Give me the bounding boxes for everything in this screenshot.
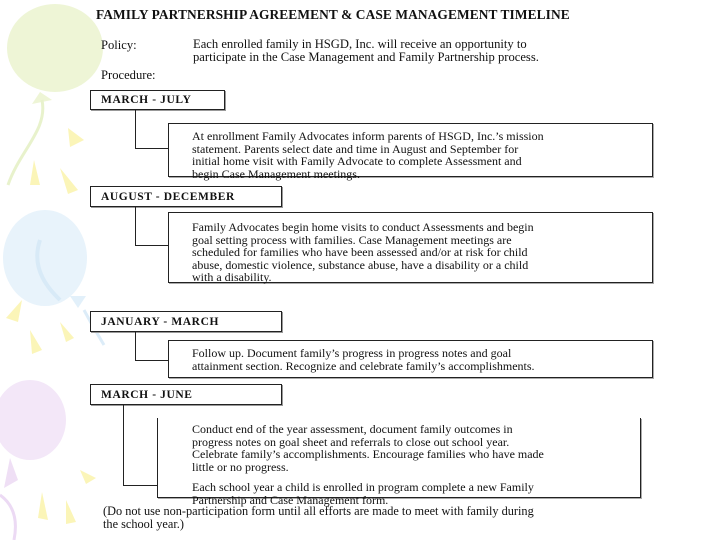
footnote-line: (Do not use non-participation form until all efforts are made to meet with family during	[103, 504, 534, 518]
description-box-march-june	[157, 418, 641, 507]
policy-label: Policy:	[101, 38, 137, 52]
period-label: AUGUST - DECEMBER	[101, 190, 235, 203]
period-box-march-july	[90, 90, 225, 110]
connector-horizontal	[123, 485, 158, 486]
description-line: abuse, domestic violence, substance abuse, have a disability or a child	[192, 257, 529, 272]
description-box-march-july	[168, 123, 653, 181]
description-line: statement. Parents select date and time in August and September for	[192, 141, 519, 156]
connector-horizontal	[135, 148, 168, 149]
description-line: At enrollment Family Advocates inform parents of HSGD, Inc.’s mission	[192, 129, 544, 143]
period-box-august-december	[90, 186, 282, 207]
description-line: attainment section. Recognize and celebrate family’s accomplishments.	[192, 358, 535, 373]
period-label: MARCH - JULY	[101, 94, 192, 106]
description-box-august-december	[168, 212, 653, 283]
connector-vertical	[135, 207, 136, 245]
description-line: Follow up. Document family’s progress in progress notes and goal	[192, 346, 512, 360]
policy-text	[193, 38, 539, 64]
description-line: begin Case Management meetings.	[192, 166, 360, 181]
description-box-january-march	[168, 340, 653, 378]
description-paragraph	[192, 423, 640, 473]
policy-line: Each enrolled family in HSGD, Inc. will receive an opportunity to	[193, 37, 527, 51]
description-line: Celebrate family’s accomplishments. Encourage families who have made	[192, 447, 544, 462]
description-line: progress notes on goal sheet and referrals to close out school year.	[192, 434, 510, 449]
description-line: initial home visit with Family Advocate to complete Assessment and	[192, 154, 522, 169]
policy-line: participate in the Case Management and Family Partnership process.	[193, 50, 539, 64]
balloon-decoration-icon	[0, 0, 110, 540]
document-title: FAMILY PARTNERSHIP AGREEMENT & CASE MANAGEMENT TIMELINE	[96, 7, 570, 22]
connector-vertical	[135, 110, 136, 148]
period-label: MARCH - JUNE	[101, 388, 193, 401]
description-line: goal setting process with families. Case Management meetings are	[192, 232, 512, 247]
description-paragraph	[192, 481, 640, 506]
description-line: Partnership and Case Management form.	[192, 492, 389, 507]
period-box-march-june	[90, 384, 282, 405]
connector-vertical	[135, 332, 136, 360]
period-label: JANUARY - MARCH	[101, 315, 220, 328]
period-box-january-march	[90, 311, 282, 332]
connector-horizontal	[135, 245, 168, 246]
description-line: scheduled for families who have been assessed and/or at risk for child	[192, 245, 528, 260]
footnote-line: the school year.)	[103, 517, 184, 532]
description-line: little or no progress.	[192, 459, 289, 474]
connector-horizontal	[135, 360, 168, 361]
description-line: Family Advocates begin home visits to conduct Assessments and begin	[192, 220, 534, 234]
description-line: Each school year a child is enrolled in program complete a new Family	[192, 480, 534, 495]
connector-vertical	[123, 405, 124, 485]
footnote	[103, 505, 534, 532]
description-line: Conduct end of the year assessment, document family outcomes in	[192, 422, 513, 436]
procedure-label: Procedure:	[101, 68, 156, 82]
description-line: with a disability.	[192, 270, 272, 285]
